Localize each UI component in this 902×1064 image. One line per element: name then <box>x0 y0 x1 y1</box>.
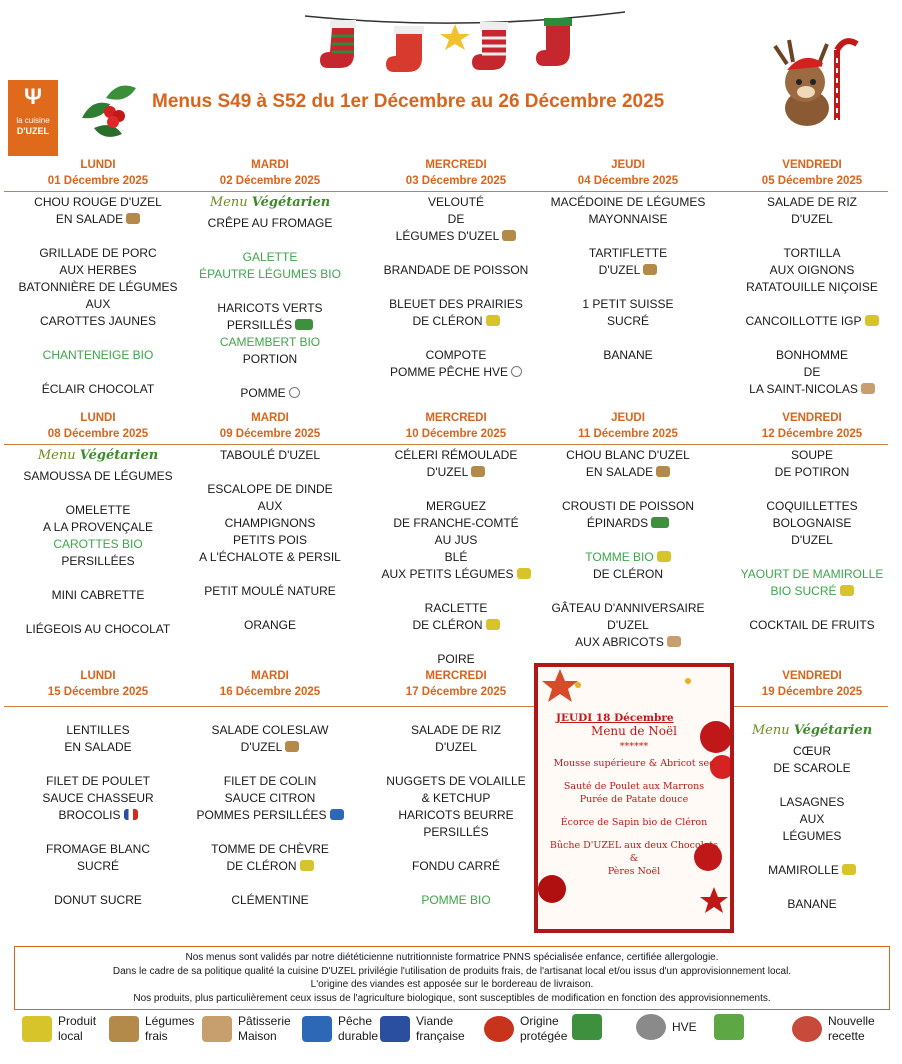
day-name: MERCREDI <box>425 412 487 424</box>
menu-item <box>180 617 360 634</box>
menu-item-text: DE CLÉRON <box>592 567 663 581</box>
day-menu <box>722 722 902 930</box>
menu-item <box>538 296 718 330</box>
menu-item <box>180 385 360 402</box>
day-header <box>722 157 902 189</box>
menu-item <box>538 498 718 532</box>
cuisine-duzel-logo <box>8 80 58 156</box>
menu-item <box>8 194 188 228</box>
produit-local-icon <box>842 864 856 875</box>
menu-item <box>180 249 360 283</box>
menu-item-text: CHOU BLANC D'UZEL EN SALADE <box>566 448 690 479</box>
menu-item <box>366 347 546 381</box>
menu-item-text: CAROTTES BIO <box>53 537 143 551</box>
menu-item <box>8 722 188 756</box>
menu-item <box>8 773 188 824</box>
day-header <box>180 157 360 189</box>
day-header <box>722 410 902 442</box>
menu-item <box>366 262 546 279</box>
menu-item-text: COMPOTE POMME PÊCHE HVE <box>389 348 509 379</box>
menu-item <box>8 587 188 604</box>
peche-durable-icon <box>330 809 344 820</box>
disclaimer-line: Nos produits, plus particulièrement ceux issus de l'agriculture biologique, sont susceptibles de modification en fonction des approvisionnements. <box>133 992 771 1004</box>
menu-item <box>180 583 360 600</box>
day-menu <box>366 194 546 398</box>
eco-niveau-2-icon <box>714 1014 744 1040</box>
christmas-menu-stars: ****** <box>619 741 649 752</box>
menu-item-text: OMELETTE A LA PROVENÇALE <box>42 503 154 534</box>
menu-item-text: CRÊPE AU FROMAGE <box>207 216 333 230</box>
legend-label: Pêche durable <box>338 1014 379 1043</box>
day-header <box>180 668 360 700</box>
legend-item <box>484 1014 567 1044</box>
legend-item <box>636 1014 697 1040</box>
menu-item <box>8 381 188 398</box>
reindeer-icon <box>765 30 865 130</box>
menu-item-text: ÉCLAIR CHOCOLAT <box>41 382 155 396</box>
day-header <box>8 157 188 189</box>
menu-item-text: SAMOUSSA DE LÉGUMES <box>23 469 173 483</box>
menu-item <box>8 347 188 364</box>
day-menu <box>538 194 718 381</box>
day-date: 11 Décembre 2025 <box>578 428 678 440</box>
peche-durable-icon <box>302 1016 332 1042</box>
page-title: Menus S49 à S52 du 1er Décembre au 26 Décembre 2025 <box>152 91 665 112</box>
day-header <box>538 157 718 189</box>
menu-item <box>722 447 902 481</box>
menu-item-text: SALADE DE RIZ D'UZEL <box>410 723 502 754</box>
menu-item-text: FROMAGE BLANC SUCRÉ <box>45 842 150 873</box>
legend-item <box>714 1014 750 1040</box>
menu-item <box>722 862 902 879</box>
day-date: 12 Décembre 2025 <box>761 428 863 440</box>
menu-item <box>8 621 188 638</box>
day-menu <box>180 722 360 926</box>
day-menu <box>722 447 902 651</box>
disclaimer-line: Dans le cadre de sa politique qualité la cuisine D'UZEL privilégie l'utilisation de produits frais, de l'artisanat local et/ou issus d'un approvisionnement local. <box>112 965 792 977</box>
nouvelle-recette-icon <box>792 1016 822 1042</box>
menu-item-text: CHOU ROUGE D'UZEL EN SALADE <box>34 195 162 226</box>
menu-item-text: 1 PETIT SUISSE SUCRÉ <box>582 297 674 328</box>
disclaimer-line: L'origine des viandes est apposée sur le bordereau de livraison. <box>310 979 594 990</box>
produit-local-icon <box>865 315 879 326</box>
menu-item-text: MAMIROLLE <box>768 863 839 877</box>
menu-item-text: TORTILLA AUX OIGNONS RATATOUILLE NIÇOISE <box>746 246 878 294</box>
day-menu <box>538 447 718 668</box>
day-name: VENDREDI <box>782 159 842 171</box>
menu-item <box>180 892 360 909</box>
legumes-frais-icon <box>471 466 485 477</box>
menu-item <box>8 502 188 536</box>
menu-item-text: DONUT SUCRE <box>54 893 142 907</box>
menu-item <box>366 447 546 481</box>
menu-item <box>180 481 360 566</box>
menu-item-text: LASAGNES AUX LÉGUMES <box>779 795 845 843</box>
menu-item <box>8 468 188 485</box>
day-name: LUNDI <box>80 412 116 424</box>
day-date: 03 Décembre 2025 <box>405 175 507 187</box>
day-menu <box>8 722 188 926</box>
viande-francaise-icon <box>124 809 138 820</box>
menu-item-text: FILET DE COLIN SAUCE CITRON POMMES PERSILLÉES <box>196 774 327 822</box>
menu-item-text: FONDU CARRÉ <box>411 859 500 873</box>
disclaimer-line: Nos menus sont validés par notre diététicienne nutritionniste formatrice PNNS spécialisée enfance, certifiée allergologie. <box>185 952 719 963</box>
menu-item <box>8 892 188 909</box>
menu-item-text: NUGGETS DE VOLAILLE & KETCHUP HARICOTS BEURRE PERSILLÉS <box>386 774 526 839</box>
day-date: 16 Décembre 2025 <box>219 686 321 698</box>
veggie-word-menu: Menu <box>751 723 790 738</box>
menu-item <box>722 245 902 296</box>
menu-item-text: YAOURT DE MAMIROLLE BIO SUCRÉ <box>740 567 884 598</box>
menu-item <box>722 313 902 330</box>
menu-item <box>366 651 546 668</box>
menu-item <box>722 896 902 913</box>
menu-item-text: ORANGE <box>243 618 296 632</box>
produit-local-icon <box>22 1016 52 1042</box>
day-name: LUNDI <box>80 670 116 682</box>
menu-item-text: BANANE <box>603 348 653 362</box>
icon-legend <box>14 1014 894 1060</box>
legend-label: Légumes frais <box>145 1014 195 1043</box>
menu-item <box>366 600 546 634</box>
menu-item <box>366 892 546 909</box>
day-menu <box>8 194 188 415</box>
vegetarian-menu-label <box>8 447 188 464</box>
bleu-blanc-coeur-icon <box>651 517 669 528</box>
produit-local-icon <box>657 551 671 562</box>
day-name: MARDI <box>251 670 289 682</box>
menu-item-text: LIÉGEOIS AU CHOCOLAT <box>25 622 171 636</box>
menu-item-text: GRILLADE DE PORC AUX HERBES BATONNIÈRE DE LÉGUMES AUX CAROTTES JAUNES <box>18 246 178 328</box>
menu-item-text: MACÉDOINE DE LÉGUMES MAYONNAISE <box>550 195 706 226</box>
legend-item <box>792 1014 875 1044</box>
menu-item <box>722 617 902 634</box>
day-date: 15 Décembre 2025 <box>47 686 149 698</box>
day-date: 01 Décembre 2025 <box>47 175 149 187</box>
menu-item-text: CŒUR DE SCAROLE <box>773 744 851 775</box>
menu-item-text: BRANDADE DE POISSON <box>383 263 529 277</box>
menu-item-text: POMME BIO <box>421 893 491 907</box>
legend-label: HVE <box>672 1019 697 1034</box>
legumes-frais-icon <box>109 1016 139 1042</box>
legend-label: Viande française <box>416 1014 465 1043</box>
menu-item-text: BONHOMME DE LA SAINT-NICOLAS <box>749 348 858 396</box>
day-name: JEUDI <box>611 159 645 171</box>
menu-item-text: PORTION <box>242 352 298 366</box>
christmas-stockings-garland <box>300 4 630 84</box>
menu-item-text: TARTIFLETTE D'UZEL <box>588 246 668 277</box>
day-name: LUNDI <box>80 159 116 171</box>
menu-item <box>180 841 360 875</box>
legumes-frais-icon <box>502 230 516 241</box>
vegetarian-menu-label <box>180 194 360 211</box>
nutrition-disclaimer <box>14 946 890 1010</box>
menu-item <box>180 722 360 756</box>
produit-local-icon <box>840 585 854 596</box>
christmas-menu-line: Bûche D'UZEL aux deux Chocolats & Pères Noël <box>549 840 719 877</box>
menu-item <box>366 722 546 756</box>
day-date: 05 Décembre 2025 <box>761 175 863 187</box>
legend-item <box>302 1014 378 1044</box>
day-menu <box>366 447 546 685</box>
christmas-menu-line: Écorce de Sapin bio de Cléron <box>560 817 708 828</box>
menu-item-text: SOUPE DE POTIRON <box>774 448 850 479</box>
menu-item-text: HARICOTS VERTS PERSILLÉS <box>217 301 323 332</box>
day-name: MERCREDI <box>425 159 487 171</box>
menu-item-text: MINI CABRETTE <box>51 588 145 602</box>
menu-item-text: COQUILLETTES BOLOGNAISE D'UZEL <box>766 499 858 547</box>
menu-item <box>180 334 360 351</box>
legend-item <box>572 1014 608 1040</box>
veggie-word-menu: Menu <box>37 448 76 463</box>
bleu-blanc-coeur-icon <box>295 319 313 330</box>
hve-icon <box>289 387 300 398</box>
legend-label: Nouvelle recette <box>828 1014 875 1043</box>
menu-item <box>722 498 902 549</box>
menu-item-text: ESCALOPE DE DINDE AUX CHAMPIGNONS PETITS POIS A L'ÉCHALOTE & PERSIL <box>199 482 341 564</box>
patisserie-maison-icon <box>202 1016 232 1042</box>
menu-item-text: FILET DE POULET SAUCE CHASSEUR BROCOLIS <box>42 774 154 822</box>
day-date: 17 Décembre 2025 <box>405 686 507 698</box>
viande-francaise-icon <box>380 1016 410 1042</box>
day-name: VENDREDI <box>782 412 842 424</box>
veggie-word-vegetarien: Végétarien <box>79 448 159 463</box>
logo-line-1: la cuisine <box>16 116 50 125</box>
menu-item <box>366 858 546 875</box>
day-date: 10 Décembre 2025 <box>405 428 507 440</box>
day-name: JEUDI <box>611 412 645 424</box>
logo-line-2: D'UZEL <box>16 126 50 136</box>
menu-item-text: PERSILLÉES <box>61 554 135 568</box>
menu-item <box>366 296 546 330</box>
menu-item-text: SALADE COLESLAW D'UZEL <box>211 723 329 754</box>
day-date: 04 Décembre 2025 <box>577 175 679 187</box>
legend-label: Origine protégée <box>520 1014 568 1043</box>
veggie-word-vegetarien: Végétarien <box>251 195 331 210</box>
produit-local-icon <box>486 315 500 326</box>
veggie-word-vegetarien: Végétarien <box>793 723 873 738</box>
menu-item-text: CANCOILLOTTE IGP <box>745 314 862 328</box>
menu-item <box>722 194 902 228</box>
menu-item-text: TOMME BIO <box>585 550 654 564</box>
menu-item-text: BANANE <box>787 897 837 911</box>
menu-item <box>722 794 902 845</box>
menu-item-text: MERGUEZ DE FRANCHE-COMTÉ AU JUS BLÉ AUX PETITS LÉGUMES <box>381 499 519 581</box>
menu-item <box>538 549 718 566</box>
menu-item-text: CLÉMENTINE <box>231 893 309 907</box>
legend-item <box>109 1014 194 1044</box>
menu-item <box>366 773 546 841</box>
hve-icon <box>636 1014 666 1040</box>
day-header <box>366 410 546 442</box>
menu-item <box>8 553 188 570</box>
menu-item <box>8 245 188 330</box>
menu-item-text: TOMME DE CHÈVRE DE CLÉRON <box>211 842 329 873</box>
menu-item <box>722 566 902 600</box>
menu-item <box>180 300 360 334</box>
menu-item-text: VELOUTÉ DE LÉGUMES D'UZEL <box>395 195 500 243</box>
menu-item <box>180 447 360 464</box>
christmas-menu-line: Mousse supérieure & Abricot sec <box>553 758 715 769</box>
menu-item-text: GALETTE ÉPAUTRE LÉGUMES BIO <box>199 250 341 281</box>
origine-protegee-icon <box>484 1016 514 1042</box>
menu-item-text: BLEUET DES PRAIRIES DE CLÉRON <box>389 297 523 328</box>
legend-item <box>202 1014 291 1044</box>
day-name: MARDI <box>251 159 289 171</box>
day-date: 09 Décembre 2025 <box>219 428 321 440</box>
produit-local-icon <box>486 619 500 630</box>
day-header <box>722 668 902 700</box>
menu-item-text: GÂTEAU D'ANNIVERSAIRE D'UZEL AUX ABRICOTS <box>551 601 705 649</box>
day-name: MARDI <box>251 412 289 424</box>
day-menu <box>722 194 902 415</box>
legend-item <box>380 1014 465 1044</box>
day-header <box>366 668 546 700</box>
day-date: 08 Décembre 2025 <box>47 428 149 440</box>
hve-icon <box>511 366 522 377</box>
legend-item <box>22 1014 96 1044</box>
menu-item-text: CROUSTI DE POISSON ÉPINARDS <box>561 499 695 530</box>
christmas-menu-title: Menu de Noël <box>591 724 677 738</box>
day-name: VENDREDI <box>782 670 842 682</box>
legumes-frais-icon <box>643 264 657 275</box>
fork-icon: Ψ <box>24 84 42 109</box>
menu-item <box>538 245 718 279</box>
menu-item-text: COCKTAIL DE FRUITS <box>749 618 875 632</box>
week-divider <box>4 191 888 192</box>
menu-item-text: POIRE <box>437 652 475 666</box>
legumes-frais-icon <box>656 466 670 477</box>
menu-item-text: CAMEMBERT BIO <box>219 335 321 349</box>
legumes-frais-icon <box>285 741 299 752</box>
menu-item-text: POMME <box>240 386 286 400</box>
menu-item-text: TABOULÉ D'UZEL <box>219 448 321 462</box>
christmas-menu-line: Sauté de Poulet aux Marrons Purée de Patate douce <box>563 781 705 805</box>
bleu-blanc-coeur-icon <box>572 1014 602 1040</box>
day-header <box>538 410 718 442</box>
day-header <box>8 410 188 442</box>
menu-item <box>538 600 718 651</box>
menu-item <box>8 536 188 553</box>
legumes-frais-icon <box>126 213 140 224</box>
menu-item-text: CHANTENEIGE BIO <box>42 348 154 362</box>
menu-item <box>538 347 718 364</box>
menu-item-text: CÉLERI RÉMOULADE D'UZEL <box>394 448 518 479</box>
patisserie-maison-icon <box>861 383 875 394</box>
holly-icon <box>74 78 144 140</box>
menu-item <box>180 773 360 824</box>
week-divider <box>4 444 888 445</box>
day-menu <box>180 194 360 419</box>
day-menu <box>180 447 360 651</box>
day-header <box>180 410 360 442</box>
menu-item <box>366 498 546 583</box>
christmas-menu-card <box>534 663 734 933</box>
menu-item <box>538 566 718 583</box>
legend-label: Pâtisserie Maison <box>238 1014 291 1043</box>
menu-item <box>722 743 902 777</box>
day-menu <box>366 722 546 926</box>
gateau-icon <box>667 636 681 647</box>
day-header <box>366 157 546 189</box>
day-date: 02 Décembre 2025 <box>219 175 321 187</box>
veggie-word-menu: Menu <box>209 195 248 210</box>
menu-item <box>722 347 902 398</box>
day-menu <box>8 447 188 655</box>
vegetarian-menu-label <box>722 722 902 739</box>
menu-item <box>366 194 546 245</box>
menu-item-text: RACLETTE DE CLÉRON <box>412 601 488 632</box>
menu-item-text: SALADE DE RIZ D'UZEL <box>766 195 858 226</box>
menu-item-text: PETIT MOULÉ NATURE <box>204 584 336 598</box>
day-name: MERCREDI <box>425 670 487 682</box>
produit-local-icon <box>517 568 531 579</box>
menu-item-text: LENTILLES EN SALADE <box>64 723 132 754</box>
produit-local-icon <box>300 860 314 871</box>
christmas-menu-date: JEUDI 18 Décembre <box>556 712 674 724</box>
menu-item <box>180 215 360 232</box>
menu-item <box>8 841 188 875</box>
menu-item <box>538 447 718 481</box>
menu-item <box>538 194 718 228</box>
day-header <box>8 668 188 700</box>
legend-label: Produit local <box>58 1014 97 1043</box>
menu-item <box>180 351 360 368</box>
week-divider <box>4 706 888 707</box>
day-date: 19 Décembre 2025 <box>761 686 863 698</box>
